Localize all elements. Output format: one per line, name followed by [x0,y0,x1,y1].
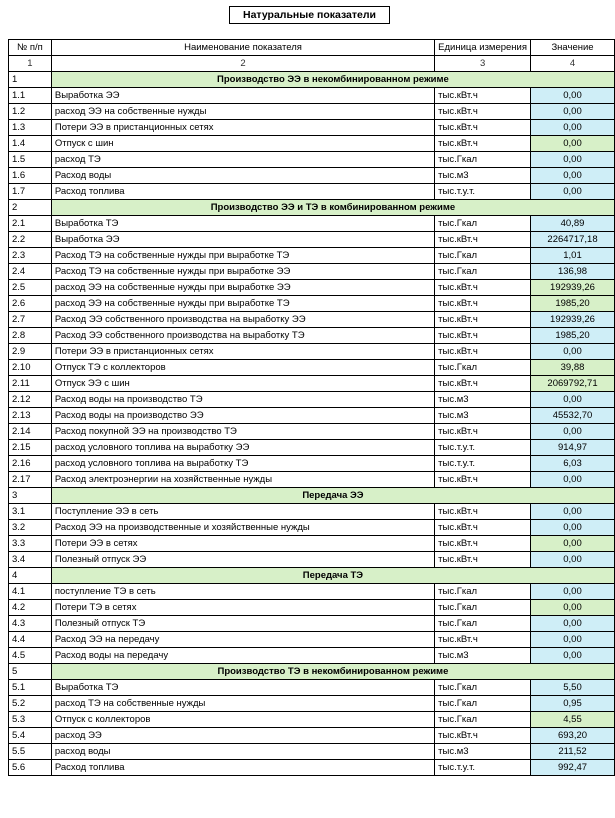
row-number: 2.10 [9,360,52,376]
indicator-name: Расход ЭЭ собственного производства на выработку ТЭ [51,328,434,344]
table-row [9,184,615,200]
indicator-name: расход ТЭ [51,152,434,168]
indicator-name: Выработка ЭЭ [51,88,434,104]
indicator-name: Выработка ТЭ [51,680,434,696]
row-number: 4.4 [9,632,52,648]
section-number: 4 [9,568,52,584]
value-cell: 0,00 [531,552,615,568]
value-cell: 914,97 [531,440,615,456]
indicator-name: Расход воды на производство ЭЭ [51,408,434,424]
indicator-name: Расход ТЭ на собственные нужды при выработке ЭЭ [51,264,434,280]
value-cell: 192939,26 [531,312,615,328]
section-title: Производство ЭЭ в некомбинированном режиме [51,72,614,88]
value-cell: 0,00 [531,600,615,616]
table-row [9,280,615,296]
row-number: 2.15 [9,440,52,456]
table-row [9,104,615,120]
row-number: 3.4 [9,552,52,568]
row-number: 5.6 [9,760,52,776]
row-number: 2.9 [9,344,52,360]
section-title: Производство ТЭ в некомбинированном режиме [51,664,614,680]
section-title: Передача ЭЭ [51,488,614,504]
value-cell: 0,00 [531,648,615,664]
unit-cell: тыс.Гкал [435,360,531,376]
indicator-name: Расход топлива [51,184,434,200]
value-cell: 1985,20 [531,296,615,312]
row-number: 2.16 [9,456,52,472]
section-number: 3 [9,488,52,504]
table-row [9,296,615,312]
unit-cell: тыс.Гкал [435,712,531,728]
unit-cell: тыс.кВт.ч [435,424,531,440]
row-number: 5.3 [9,712,52,728]
table-row [9,216,615,232]
table-row [9,600,615,616]
table-row [9,504,615,520]
indicators-table [8,39,615,776]
value-cell: 0,00 [531,184,615,200]
table-row [9,728,615,744]
section-row [9,568,615,584]
indicator-name: Расход топлива [51,760,434,776]
indicator-name: Выработка ТЭ [51,216,434,232]
value-cell: 992,47 [531,760,615,776]
section-number: 5 [9,664,52,680]
section-number: 2 [9,200,52,216]
row-number: 1.5 [9,152,52,168]
unit-cell: тыс.м3 [435,648,531,664]
indicator-name: Отпуск с коллекторов [51,712,434,728]
table-row [9,648,615,664]
table-row [9,616,615,632]
section-row [9,664,615,680]
table-row [9,520,615,536]
table-row [9,424,615,440]
header-row [9,40,615,56]
value-cell: 0,00 [531,504,615,520]
value-cell: 45532,70 [531,408,615,424]
row-number: 1.4 [9,136,52,152]
table-row [9,408,615,424]
table-row [9,136,615,152]
value-cell: 0,00 [531,120,615,136]
value-cell: 192939,26 [531,280,615,296]
table-body [9,40,615,776]
unit-cell: тыс.кВт.ч [435,552,531,568]
table-row [9,456,615,472]
unit-cell: тыс.кВт.ч [435,312,531,328]
unit-cell: тыс.м3 [435,392,531,408]
indicator-name: Отпуск ЭЭ с шин [51,376,434,392]
unit-cell: тыс.кВт.ч [435,520,531,536]
table-row [9,472,615,488]
unit-cell: тыс.кВт.ч [435,376,531,392]
value-cell: 0,00 [531,344,615,360]
value-cell: 0,00 [531,136,615,152]
row-number: 1.2 [9,104,52,120]
table-row [9,376,615,392]
table-row [9,232,615,248]
indicator-name: Расход ЭЭ на передачу [51,632,434,648]
table-row [9,344,615,360]
value-cell: 1985,20 [531,328,615,344]
value-cell: 0,95 [531,696,615,712]
indicator-name: Потери ТЭ в сетях [51,600,434,616]
row-number: 2.5 [9,280,52,296]
indicator-name: расход условного топлива на выработку ТЭ [51,456,434,472]
indicator-name: Потери ЭЭ в пристанционных сетях [51,120,434,136]
value-cell: 39,88 [531,360,615,376]
row-number: 3.3 [9,536,52,552]
column-number: 2 [51,56,434,72]
table-row [9,584,615,600]
page-title: Натуральные показатели [229,6,390,24]
table-row [9,696,615,712]
table-row [9,536,615,552]
value-cell: 0,00 [531,392,615,408]
value-cell: 0,00 [531,88,615,104]
row-number: 5.4 [9,728,52,744]
unit-cell: тыс.Гкал [435,696,531,712]
value-cell: 211,52 [531,744,615,760]
table-row [9,312,615,328]
unit-cell: тыс.кВт.ч [435,504,531,520]
unit-cell: тыс.кВт.ч [435,536,531,552]
header-value: Значение [531,40,615,56]
row-number: 5.2 [9,696,52,712]
value-cell: 5,50 [531,680,615,696]
unit-cell: тыс.кВт.ч [435,296,531,312]
table-row [9,88,615,104]
column-number: 1 [9,56,52,72]
unit-cell: тыс.м3 [435,744,531,760]
row-number: 2.7 [9,312,52,328]
indicator-name: Расход воды на производство ТЭ [51,392,434,408]
unit-cell: тыс.т.у.т. [435,440,531,456]
row-number: 1.7 [9,184,52,200]
table-row [9,120,615,136]
table-row [9,712,615,728]
table-row [9,328,615,344]
column-number-row [9,56,615,72]
unit-cell: тыс.Гкал [435,248,531,264]
unit-cell: тыс.м3 [435,168,531,184]
indicator-name: Поступление ЭЭ в сеть [51,504,434,520]
unit-cell: тыс.Гкал [435,584,531,600]
table-row [9,152,615,168]
row-number: 2.12 [9,392,52,408]
unit-cell: тыс.Гкал [435,680,531,696]
value-cell: 4,55 [531,712,615,728]
indicator-name: Отпуск с шин [51,136,434,152]
row-number: 2.11 [9,376,52,392]
indicator-name: Полезный отпуск ЭЭ [51,552,434,568]
unit-cell: тыс.кВт.ч [435,104,531,120]
unit-cell: тыс.кВт.ч [435,88,531,104]
indicator-name: расход ЭЭ на собственные нужды при выработке ТЭ [51,296,434,312]
indicator-name: Расход покупной ЭЭ на производство ТЭ [51,424,434,440]
row-number: 2.13 [9,408,52,424]
table-row [9,168,615,184]
row-number: 1.3 [9,120,52,136]
indicator-name: Расход ЭЭ собственного производства на выработку ЭЭ [51,312,434,328]
row-number: 2.4 [9,264,52,280]
unit-cell: тыс.кВт.ч [435,728,531,744]
value-cell: 0,00 [531,536,615,552]
row-number: 5.1 [9,680,52,696]
value-cell: 6,03 [531,456,615,472]
table-row [9,632,615,648]
value-cell: 0,00 [531,616,615,632]
indicator-name: Расход воды [51,168,434,184]
unit-cell: тыс.Гкал [435,264,531,280]
unit-cell: тыс.кВт.ч [435,136,531,152]
value-cell: 0,00 [531,472,615,488]
unit-cell: тыс.кВт.ч [435,472,531,488]
row-number: 2.3 [9,248,52,264]
value-cell: 693,20 [531,728,615,744]
row-number: 4.3 [9,616,52,632]
indicator-name: расход условного топлива на выработку ЭЭ [51,440,434,456]
unit-cell: тыс.кВт.ч [435,632,531,648]
row-number: 4.5 [9,648,52,664]
column-number: 4 [531,56,615,72]
table-row [9,760,615,776]
row-number: 2.6 [9,296,52,312]
indicator-name: Расход ЭЭ на производственные и хозяйственные нужды [51,520,434,536]
row-number: 1.1 [9,88,52,104]
table-row [9,392,615,408]
unit-cell: тыс.т.у.т. [435,456,531,472]
table-row [9,744,615,760]
table-row [9,248,615,264]
indicator-name: Потери ЭЭ в сетях [51,536,434,552]
value-cell: 0,00 [531,104,615,120]
table-row [9,360,615,376]
section-number: 1 [9,72,52,88]
row-number: 2.17 [9,472,52,488]
row-number: 4.1 [9,584,52,600]
row-number: 2.14 [9,424,52,440]
indicator-name: Расход ТЭ на собственные нужды при выработке ТЭ [51,248,434,264]
value-cell: 0,00 [531,424,615,440]
unit-cell: тыс.кВт.ч [435,328,531,344]
header-name: Наименование показателя [51,40,434,56]
column-number: 3 [435,56,531,72]
section-title: Производство ЭЭ и ТЭ в комбинированном режиме [51,200,614,216]
indicator-name: расход воды [51,744,434,760]
unit-cell: тыс.т.у.т. [435,184,531,200]
table-row [9,680,615,696]
value-cell: 1,01 [531,248,615,264]
section-row [9,72,615,88]
value-cell: 40,89 [531,216,615,232]
indicator-name: Расход воды на передачу [51,648,434,664]
header-num: № п/п [9,40,52,56]
unit-cell: тыс.Гкал [435,616,531,632]
unit-cell: тыс.Гкал [435,152,531,168]
indicator-name: Полезный отпуск ТЭ [51,616,434,632]
row-number: 2.1 [9,216,52,232]
indicator-name: расход ТЭ на собственные нужды [51,696,434,712]
value-cell: 0,00 [531,152,615,168]
unit-cell: тыс.Гкал [435,216,531,232]
indicator-name: Отпуск ТЭ с коллекторов [51,360,434,376]
table-row [9,440,615,456]
value-cell: 0,00 [531,520,615,536]
indicator-name: поступление ТЭ в сеть [51,584,434,600]
row-number: 4.2 [9,600,52,616]
unit-cell: тыс.кВт.ч [435,120,531,136]
value-cell: 2264717,18 [531,232,615,248]
unit-cell: тыс.кВт.ч [435,344,531,360]
indicator-name: расход ЭЭ [51,728,434,744]
value-cell: 0,00 [531,632,615,648]
section-row [9,200,615,216]
value-cell: 0,00 [531,584,615,600]
row-number: 5.5 [9,744,52,760]
value-cell: 136,98 [531,264,615,280]
header-unit: Единица измерения [435,40,531,56]
indicator-name: расход ЭЭ на собственные нужды [51,104,434,120]
indicator-name: расход ЭЭ на собственные нужды при выработке ЭЭ [51,280,434,296]
indicator-name: Расход электроэнергии на хозяйственные нужды [51,472,434,488]
row-number: 3.1 [9,504,52,520]
unit-cell: тыс.м3 [435,408,531,424]
table-row [9,264,615,280]
unit-cell: тыс.т.у.т. [435,760,531,776]
section-title: Передача ТЭ [51,568,614,584]
value-cell: 0,00 [531,168,615,184]
table-row [9,552,615,568]
row-number: 2.8 [9,328,52,344]
row-number: 2.2 [9,232,52,248]
indicator-name: Выработка ЭЭ [51,232,434,248]
section-row [9,488,615,504]
unit-cell: тыс.Гкал [435,600,531,616]
value-cell: 2069792,71 [531,376,615,392]
indicator-name: Потери ЭЭ в пристанционных сетях [51,344,434,360]
row-number: 1.6 [9,168,52,184]
unit-cell: тыс.кВт.ч [435,232,531,248]
unit-cell: тыс.кВт.ч [435,280,531,296]
row-number: 3.2 [9,520,52,536]
